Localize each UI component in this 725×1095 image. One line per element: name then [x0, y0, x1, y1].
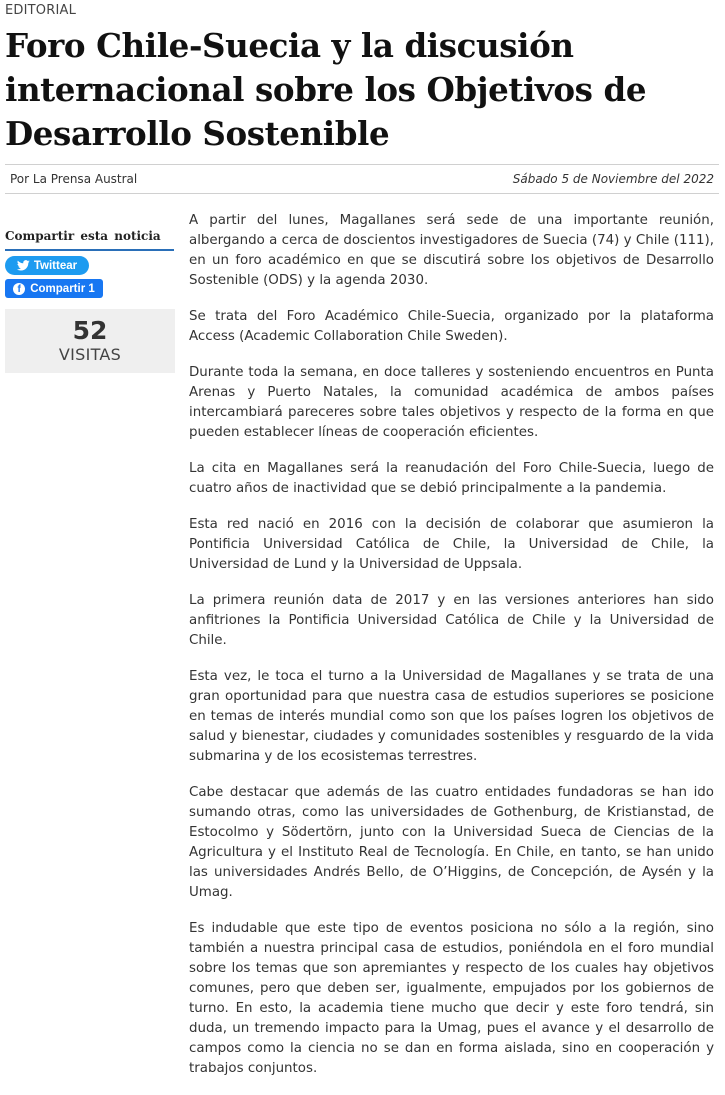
section-label[interactable]: EDITORIAL: [5, 3, 77, 18]
facebook-share-button[interactable]: [5, 279, 103, 298]
article-paragraph: Cabe destacar que además de las cuatro entidades fundadoras se han ido sumando otras, como las universidades de Gothenburg, de Kristianstad, de Estocolmo y Södertörn, junto con la Universidad Sueca de Ciencias de la Agricultura y el Instituto Real de Tecnología. En Chile, en tanto, se han unido las universidades Andrés Bello, de O’Higgins, de Concepción, de Aysén y la Umag.: [189, 785, 714, 900]
visits-counter: [5, 309, 175, 373]
article-headline: Foro Chile-Suecia y la discusión internacional sobre los Objetivos de Desarrollo Sostenible: [5, 26, 647, 153]
twitter-share-button[interactable]: [5, 256, 89, 275]
article-paragraph: Esta vez, le toca el turno a la Universidad de Magallanes y se trata de una gran oportunidad para que nuestra casa de estudios superiores se posicione en temas de interés mundial como son que los países logren los objetivos de salud y bienestar, ciudades y comunidades sostenibles y resguardo de la vida submarina y de los ecosistemas terrestres.: [189, 669, 714, 764]
article-body: [189, 211, 714, 1095]
article-paragraph: A partir del lunes, Magallanes será sede de una importante reunión, albergando a cerca de doscientos investigadores de Suecia (74) y Chile (111), en un foro académico en que se discutirá sobre los objetivos de Desarrollo Sostenible (ODS) y la agenda 2030.: [189, 213, 714, 288]
facebook-share-label: Compartir 1: [30, 282, 95, 295]
publish-date: Sábado 5 de Noviembre del 2022: [512, 172, 714, 186]
share-title: Compartir esta noticia: [5, 229, 174, 251]
facebook-icon: f: [13, 283, 25, 295]
visits-label: VISITAS: [58, 345, 122, 364]
article-paragraph: Esta red nació en 2016 con la decisión de colaborar que asumieron la Pontificia Universidad Católica de Chile, la Universidad de Chile, la Universidad de Lund y la Universidad de Uppsala.: [189, 517, 714, 572]
visits-count: 52: [72, 316, 108, 345]
article-paragraph: Es indudable que este tipo de eventos posiciona no sólo a la región, sino también a nuestra principal casa de estudios, poniéndola en el foro mundial sobre los temas que son apremiantes y respecto de los cuales hay objetivos comunes, pero que deben ser, igualmente, empujados por los gobiernos de turno. En esto, la academia tiene mucho que decir y este foro tendrá, sin duda, un tremendo impacto para la Umag, pues el avance y el desarrollo de campos como la ciencia no se dan en forma aislada, sino en cooperación y trabajos conjuntos.: [189, 921, 714, 1076]
article-paragraph: Se trata del Foro Académico Chile-Suecia, organizado por la plataforma Access (Academic Collaboration Chile Sweden).: [189, 309, 714, 344]
byline: Por La Prensa Austral: [10, 172, 138, 186]
article-paragraph: Durante toda la semana, en doce talleres y sosteniendo encuentros en Punta Arenas y Puerto Natales, la comunidad académica de ambos países intercambiará pareceres sobre tales objetivos y respecto de la forma en que pueden establecer líneas de cooperación eficientes.: [189, 365, 714, 440]
article-paragraph: La cita en Magallanes será la reanudación del Foro Chile-Suecia, luego de cuatro años de inactividad que se debió principalmente a la pandemia.: [189, 461, 714, 496]
article-paragraph: La primera reunión data de 2017 y en las versiones anteriores han sido anfitriones la Pontificia Universidad Católica de Chile y la Universidad de Chile.: [189, 593, 714, 648]
twitter-bird-icon: [17, 260, 30, 271]
twitter-share-label: Twittear: [33, 259, 78, 272]
article-meta-bar: [5, 164, 719, 194]
